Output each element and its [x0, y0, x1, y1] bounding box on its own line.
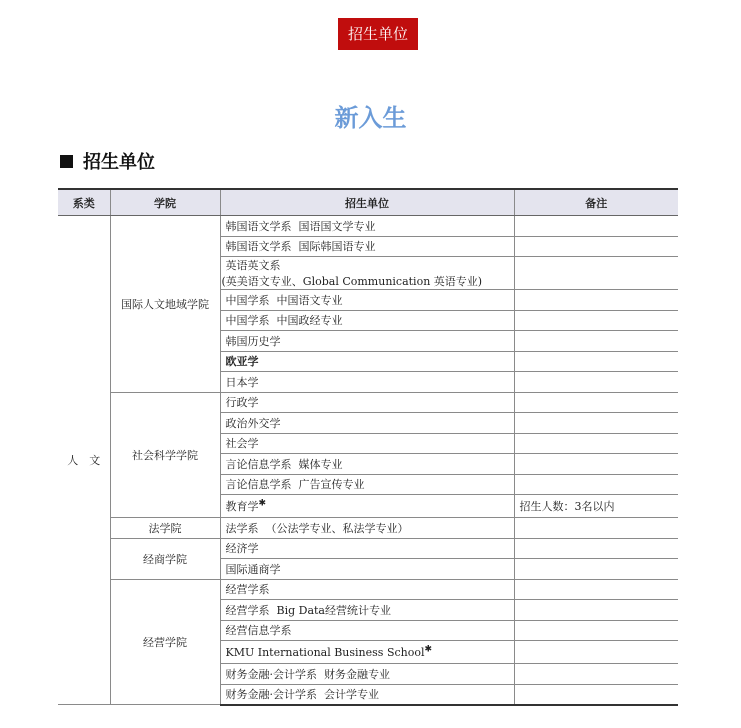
unit-subname: (英美语文专业、Global Communication 英语专业) — [221, 275, 483, 288]
college-cell: 社会科学学院 — [110, 392, 220, 518]
note-cell — [514, 454, 678, 475]
unit-name: 国际通商学 — [225, 562, 281, 576]
note-cell — [514, 372, 678, 393]
unit-name: KMU International Business School — [225, 645, 425, 659]
college-cell: 法学院 — [110, 518, 220, 539]
note-cell — [514, 620, 678, 641]
unit-name: 政治外交学 — [225, 416, 281, 430]
table-row — [58, 518, 678, 539]
header-note: 备注 — [514, 189, 678, 216]
note-cell — [514, 331, 678, 352]
unit-cell — [220, 413, 514, 434]
note-cell — [514, 684, 678, 705]
table-row — [58, 392, 678, 413]
note-cell: 招生人数：3名以内 — [514, 495, 678, 518]
header-college: 学院 — [110, 189, 220, 216]
unit-name: 言论信息学系 媒体专业 — [225, 457, 343, 471]
note-cell — [514, 518, 678, 539]
college-cell: 国际人文地域学院 — [110, 216, 220, 393]
table-header-row — [58, 189, 678, 216]
unit-name: 韩国语文学系 国际韩国语专业 — [225, 240, 376, 254]
unit-cell — [220, 372, 514, 393]
unit-name: 韩国历史学 — [225, 334, 281, 348]
unit-cell — [220, 236, 514, 257]
unit-cell — [220, 518, 514, 539]
unit-name: 社会学 — [225, 437, 259, 451]
unit-name: 韩国语文学系 国语国文学专业 — [225, 219, 376, 233]
admission-units-table — [58, 188, 678, 706]
unit-cell — [220, 331, 514, 352]
note-cell — [514, 641, 678, 664]
unit-name: 经营学系 — [225, 583, 270, 597]
table-row — [58, 538, 678, 559]
unit-cell — [220, 216, 514, 237]
asterisk-mark: ✱ — [424, 643, 433, 654]
note-cell — [514, 392, 678, 413]
unit-name: 经营信息学系 — [225, 624, 292, 638]
note-cell — [514, 559, 678, 580]
note-cell — [514, 413, 678, 434]
unit-cell — [220, 474, 514, 495]
page-title: 新入生 — [334, 104, 407, 132]
college-cell: 经商学院 — [110, 538, 220, 579]
college-cell: 经营学院 — [110, 579, 220, 705]
square-bullet-icon — [60, 155, 73, 168]
unit-cell — [220, 664, 514, 685]
header-category: 系类 — [58, 189, 110, 216]
unit-cell — [220, 351, 514, 372]
table-body — [58, 216, 678, 705]
unit-name: 中国学系 中国语文专业 — [225, 293, 343, 307]
unit-cell — [220, 579, 514, 600]
unit-name: 日本学 — [225, 375, 259, 389]
unit-name: 英语英文系 — [225, 259, 281, 272]
unit-name: 中国学系 中国政经专业 — [225, 314, 343, 328]
unit-name: 财务金融·会计学系 会计学专业 — [225, 688, 379, 701]
note-cell — [514, 351, 678, 372]
note-cell — [514, 216, 678, 237]
note-cell — [514, 600, 678, 621]
note-cell — [514, 433, 678, 454]
unit-cell — [220, 641, 514, 664]
unit-name: 言论信息学系 广告宣传专业 — [225, 478, 365, 492]
note-cell — [514, 664, 678, 685]
category-cell: 人 文 — [58, 216, 110, 705]
unit-cell — [220, 257, 514, 290]
unit-cell — [220, 538, 514, 559]
section-heading-text: 招生单位 — [83, 152, 155, 173]
section-heading — [60, 148, 155, 174]
note-cell — [514, 579, 678, 600]
unit-cell — [220, 684, 514, 705]
unit-cell — [220, 310, 514, 331]
note-cell — [514, 257, 678, 290]
unit-name: 行政学 — [225, 396, 259, 410]
header-unit: 招生单位 — [220, 189, 514, 216]
unit-cell — [220, 600, 514, 621]
note-cell — [514, 236, 678, 257]
table-row — [58, 579, 678, 600]
unit-name: 欧亚学 — [225, 355, 259, 369]
section-badge: 招生单位 — [338, 18, 418, 50]
unit-name: 法学系 （公法学专业、私法学专业） — [225, 521, 409, 535]
note-cell — [514, 290, 678, 311]
unit-cell — [220, 392, 514, 413]
unit-cell — [220, 290, 514, 311]
unit-cell — [220, 433, 514, 454]
unit-cell — [220, 454, 514, 475]
note-cell — [514, 538, 678, 559]
note-cell — [514, 310, 678, 331]
unit-cell — [220, 495, 514, 518]
asterisk-mark: ✱ — [258, 498, 267, 509]
unit-name: 财务金融·会计学系 财务金融专业 — [225, 667, 390, 681]
note-cell — [514, 474, 678, 495]
unit-name: 经济学 — [225, 542, 259, 556]
unit-name: 经营学系 Big Data经营统计专业 — [225, 603, 391, 617]
unit-cell — [220, 620, 514, 641]
unit-cell — [220, 559, 514, 580]
table-row — [58, 216, 678, 237]
unit-name: 教育学 — [225, 500, 259, 513]
